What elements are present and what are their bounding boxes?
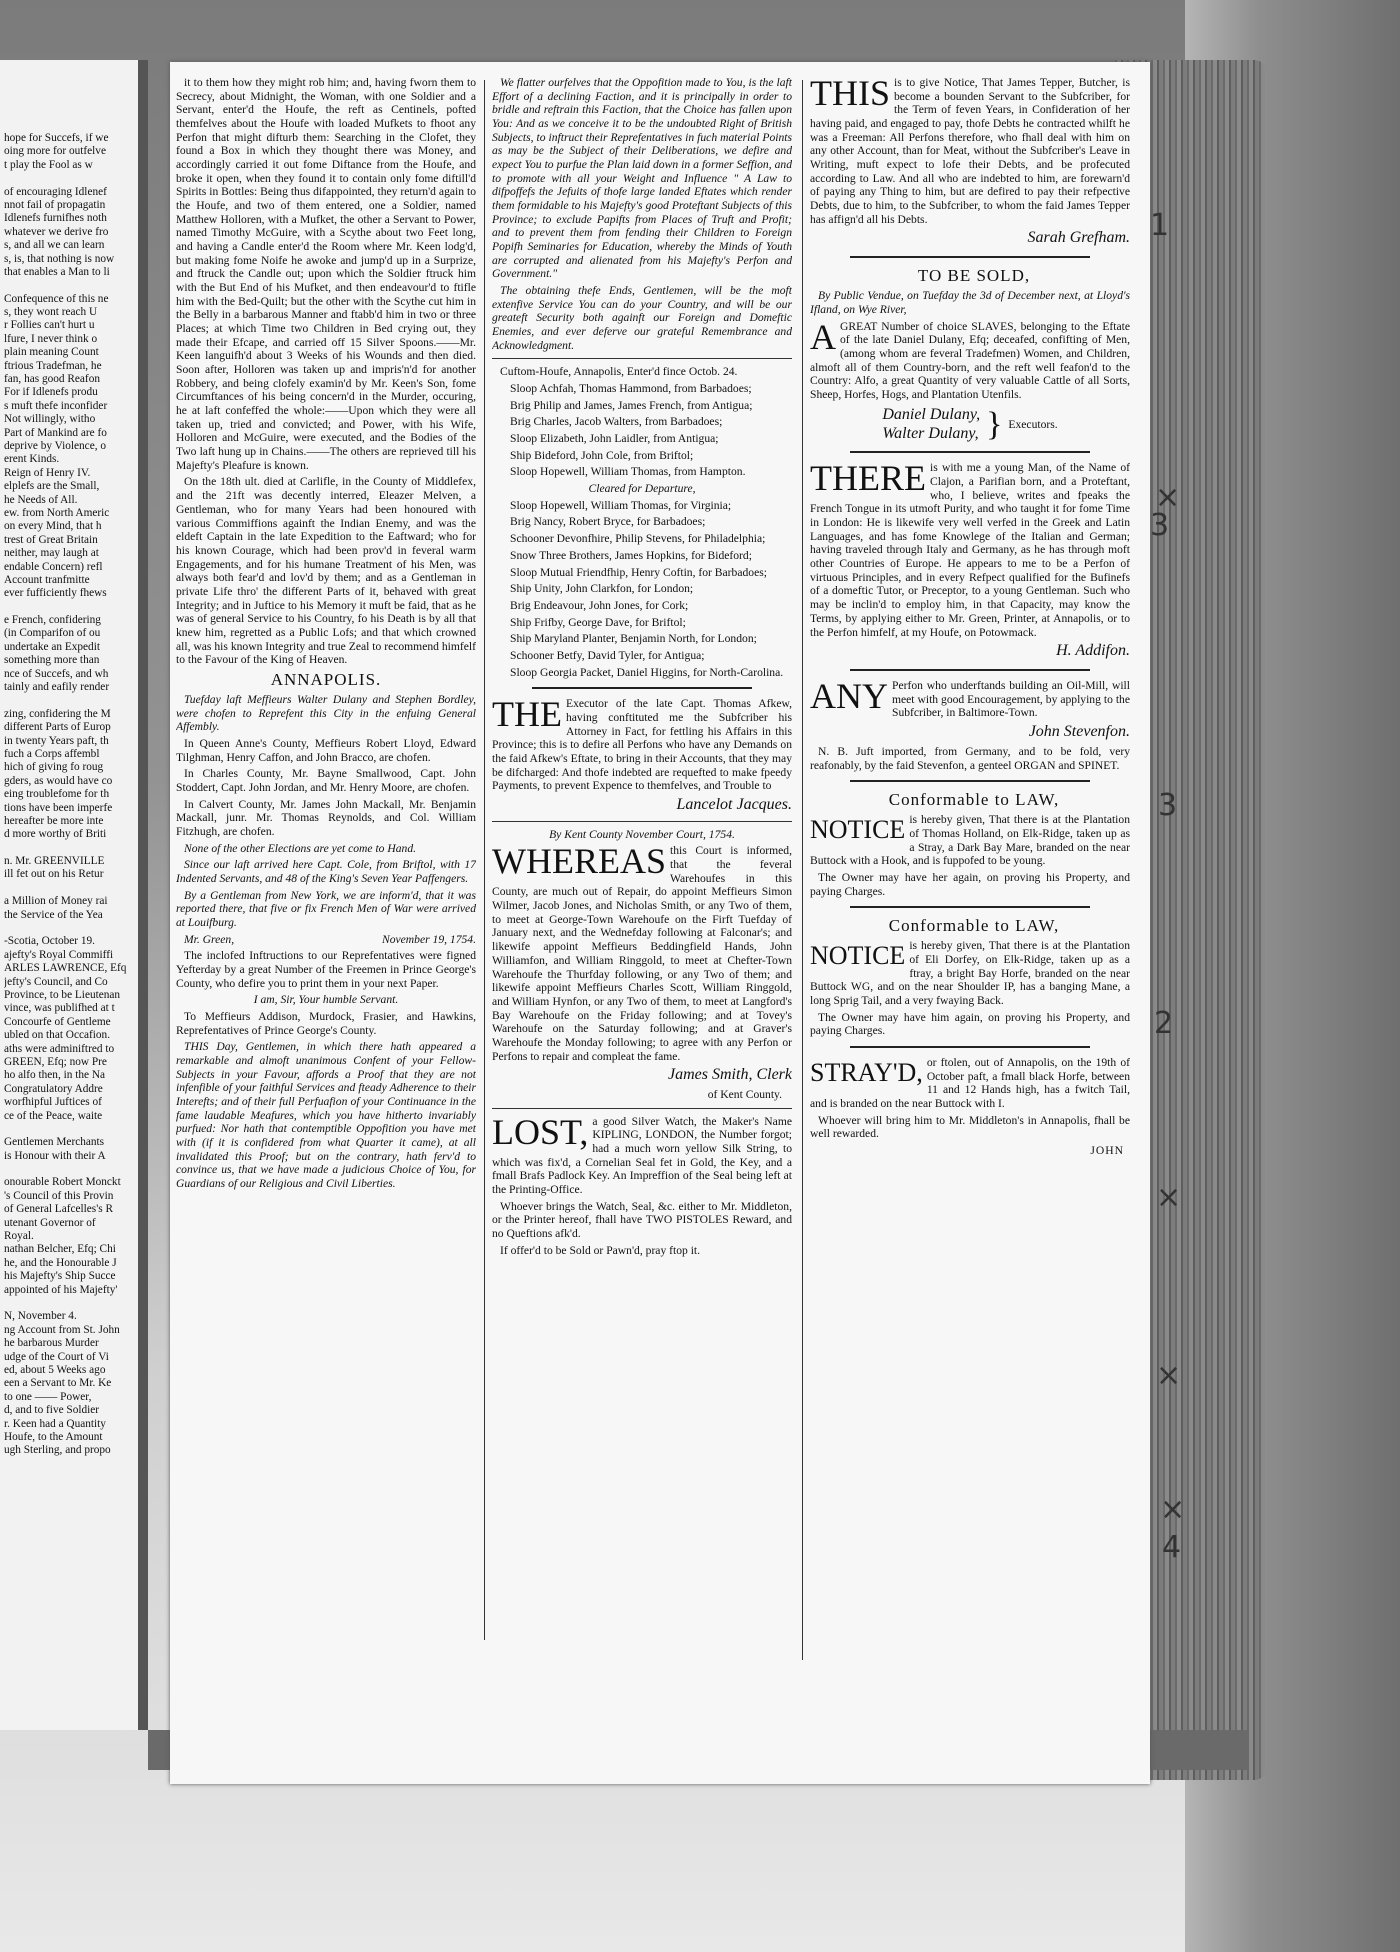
divider: [850, 669, 1090, 671]
left-fragment-line: Royal.: [4, 1230, 34, 1243]
left-fragment-line: Account tranfmitte: [4, 573, 90, 586]
left-fragment-line: jefty's Council, and Co: [4, 975, 108, 988]
margin-mark: ×: [1155, 480, 1181, 515]
margin-mark: ×: [1156, 1358, 1182, 1393]
stevenson-signature: John Stevenfon.: [1028, 723, 1130, 741]
conformable-heading: Conformable to LAW,: [888, 790, 1060, 810]
newspaper-page: [170, 62, 1150, 1784]
left-fragment-line: oing more for outfelve: [4, 145, 106, 158]
lost-reward: Whoever brings the Watch, Seal, &c. either to Mr. Middleton, or the Printer hereof, fhall have TWO PISTOLES Reward, and no Queftions afk'd.: [492, 1199, 792, 1241]
address-body: THIS Day, Gentlemen, in which there hath appeared a remarkable and almoft unanimous Confent of your Fellow-Subjects in your Favour, affords a Proof that they are not infenfible of your faithful Services and fteady Adherence to their Interefts; and of their full Perfuafion of your Continuance in the fame laudable Meafures, which you have hitherto invariably purfued: Nor hath that contemptible Oppofition you have met with (if it is confidered from what Quarter it came), at all invalidated this Proof; but on the contrary, hath ferv'd to convince us, that we have made a judicious Choice of You, for Guardians of our Religious and Civil Liberties.: [176, 1040, 476, 1191]
left-fragment-line: [4, 842, 132, 855]
strayd-drop-cap: STRAY'D,: [810, 1058, 923, 1088]
election-item: Tuefday laft Meffieurs Walter Dulany and Stephen Bordley, were chofen to Reprefent this City in the enfuing General Affembly.: [176, 692, 476, 734]
ship-entry: Sloop Mutual Friendfhip, Henry Coftin, for Barbadoes;: [510, 565, 767, 579]
annapolis-heading: ANNAPOLIS.: [270, 669, 382, 689]
left-fragment-line: eing troublefome for th: [4, 788, 110, 801]
holland-owner-note: The Owner may have her again, on proving his Property, and paying Charges.: [810, 871, 1130, 898]
left-fragment-line: a Million of Money rai: [4, 895, 108, 908]
divider: [850, 451, 1090, 453]
notice-drop-cap: THIS: [810, 76, 890, 113]
left-fragment-line: something more than: [4, 654, 100, 667]
left-fragment-line: that enables a Man to li: [4, 265, 110, 278]
left-fragment-line: fuch a Corps affembl: [4, 747, 100, 760]
letter-salutation: Mr. Green,: [184, 932, 235, 946]
left-fragment-line: [4, 694, 132, 707]
letter-signoff: I am, Sir, Your humble Servant.: [253, 993, 399, 1007]
left-fragment-line: tions have been imperfe: [4, 801, 113, 814]
election-item: Since our laft arrived here Capt. Cole, from Briftol, with 17 Indented Servants, and 48 of the King's Seven Year Paffengers.: [176, 858, 476, 885]
lost-drop-cap: LOST,: [492, 1111, 589, 1152]
left-fragment-line: ajefty's Royal Commiffi: [4, 948, 114, 961]
left-fragment-line: tainly and eafily render: [4, 681, 110, 694]
left-page-fragment: [0, 60, 148, 1730]
left-fragment-line: [4, 882, 132, 895]
column-3: [810, 76, 1130, 1676]
left-fragment-line: the Service of the Yea: [4, 908, 103, 921]
election-item: None of the other Elections are yet come to Hand.: [184, 841, 417, 855]
election-item: In Charles County, Mr. Bayne Smallwood, Capt. John Stoddert, Capt. John Jordan, and Mr. Henry Moore, are chofen.: [176, 767, 476, 794]
left-fragment-line: to one —— Power,: [4, 1390, 92, 1403]
left-fragment-line: he barbarous Murder: [4, 1337, 99, 1350]
left-fragment-line: Gentlemen Merchants: [4, 1136, 105, 1149]
left-fragment-line: lfure, I never think o: [4, 332, 98, 345]
left-fragment-line: ew. from North Americ: [4, 506, 110, 519]
left-fragment-line: worfhipful Juftices of: [4, 1096, 102, 1109]
left-fragment-line: [4, 1123, 132, 1136]
left-fragment-line: Not willingly, witho: [4, 413, 96, 426]
left-fragment-line: ever fufficiently fhews: [4, 587, 107, 600]
left-fragment-line: Confequence of this ne: [4, 292, 109, 305]
whereas-notice: this Court is informed, that the feveral Warehoufes in this County, are much out of Repair, do appoint Meffieurs Simon Wilmer, Jacob Jones, and Nicholas Smith, or any Two of them, to meet at George-Town Warehoufe on the Firft Tuefday of January next, and the Wednefday following at Falconar's; and likewife appoint Meffieurs Beddingfield Hands, John Williamfon, and William Ringgold, to meet at Chefter-Town Warehoufe the Thurfday following, or any Two of them; and likewife appoint Meffieurs Charles Scott, William Ringgold, and William Hynfon, or any Two of them, to meet at Langford's Bay Warehoufe on the Friday following; and at Tovey's Warehoufe on the Saturday following; and at Graver's Warehoufe the Monday following; to agree with any Perfon or Perfons to repair and compleat the fame.: [492, 844, 792, 1063]
oil-mill-notice: Perfon who underftands building an Oil-Mill, will meet with good Encouragement, by applying to the Subfcriber, in Baltimore-Town.: [892, 679, 1130, 720]
ship-entry: Sloop Achfah, Thomas Hammond, from Barbadoes;: [510, 382, 752, 396]
left-fragment-line: s, is, that nothing is now: [4, 252, 115, 265]
left-fragment-line: s, they wont reach U: [4, 306, 98, 319]
left-fragment-line: hereafter be more inte: [4, 814, 104, 827]
left-fragment-line: whatever we derive fro: [4, 225, 109, 238]
left-fragment-line: [4, 922, 132, 935]
entered-ships-list: [492, 382, 792, 479]
cleared-heading: Cleared for Departure,: [588, 482, 696, 496]
election-item: By a Gentleman from New York, we are inform'd, that it was reported there, that five or fix French Men of War were arrived at Louifburg.: [176, 888, 476, 930]
column-rule: [484, 80, 485, 1640]
left-fragment-line: ill fet out on his Retur: [4, 868, 104, 881]
left-fragment-line: plain meaning Count: [4, 346, 99, 359]
left-fragment-line: [4, 1163, 132, 1176]
left-fragment-line: s muft thefe inconfider: [4, 399, 108, 412]
left-fragment-line: neither, may laugh at: [4, 547, 99, 560]
left-fragment-line: nce of Succefs, and wh: [4, 667, 109, 680]
ship-entry: Schooner Devonfhire, Philip Stevens, for Philadelphia;: [510, 532, 766, 546]
margin-mark: ×: [1160, 1492, 1186, 1527]
clerk-county: of Kent County.: [707, 1088, 782, 1102]
margin-mark: ×: [1156, 1180, 1182, 1215]
ship-entry: Ship Bideford, John Cole, from Briftol;: [510, 448, 694, 462]
column-rule: [802, 80, 803, 1660]
left-fragment-line: 's Council of this Provin: [4, 1189, 114, 1202]
margin-mark: 1: [1150, 208, 1170, 243]
sale-drop-cap: A: [810, 316, 836, 357]
left-fragment-line: Part of Mankind are fo: [4, 426, 107, 439]
left-fragment-line: Reign of Henry IV.: [4, 466, 91, 479]
holland-stray-notice: is hereby given, That there is at the Plantation of Thomas Holland, on Elk-Ridge, taken up as a Stray, a Dark Bay Mare, branded on the near Buttock with a Hook, and is fuppofed to be young.: [810, 813, 1130, 868]
left-fragment-line: (in Comparifon of ou: [4, 627, 101, 640]
ship-entry: Sloop Georgia Packet, Daniel Higgins, for North-Carolina.: [510, 665, 784, 679]
executors-block: [810, 406, 1130, 444]
left-fragment-line: deprive by Violence, o: [4, 439, 107, 452]
left-fragment-line: zing, confidering the M: [4, 707, 111, 720]
gresham-signature: Sarah Grefham.: [1027, 229, 1130, 247]
ship-entry: Ship Frifby, George Dave, for Briftol;: [510, 615, 686, 629]
left-fragment-line: aths were adminiftred to: [4, 1042, 115, 1055]
election-item: In Calvert County, Mr. James John Mackall, Mr. Benjamin Mackall, junr. Mr. Thomas Reynolds, and Col. William Fitzhugh, are chofen.: [176, 797, 476, 838]
left-fragment-line: vince, was publifhed at t: [4, 1002, 115, 1015]
left-fragment-line: d more worthy of Briti: [4, 828, 107, 841]
left-fragment-line: of encouraging Idlenef: [4, 185, 107, 198]
stray-horse-notice: or ftolen, out of Annapolis, on the 19th of October paft, a fmall black Horfe, between 11 and 12 Hands high, has a fwitch Tail, and is branded on the near Buttock with I.: [810, 1056, 1130, 1111]
left-fragment-line: [4, 1297, 132, 1310]
conformable-drop-cap: NOTICE: [810, 815, 906, 845]
left-fragment-line: d, and to five Soldier: [4, 1404, 100, 1417]
to-be-sold-heading: TO BE SOLD,: [917, 266, 1031, 286]
divider: [850, 256, 1090, 258]
left-fragment-line: in twenty Years paft, th: [4, 734, 109, 747]
lost-notice: a good Silver Watch, the Maker's Name KIPLING, LONDON, the Number forgot; had a much worn yellow Silk String, to which was fix'd, a Cornelian Seal fet in Gold, the Key, and a fmall Brafs Padlock Key. An Impreffion of the Seal being left at the Printing-Office.: [492, 1114, 792, 1197]
divider: [850, 1046, 1090, 1048]
executor-name: Walter Dulany,: [882, 424, 979, 442]
left-fragment-line: [4, 601, 132, 614]
margin-mark: 3: [1158, 788, 1178, 823]
divider: [492, 821, 792, 822]
instructions-conclusion: The obtaining thefe Ends, Gentlemen, will be the moft extenfive Service You can do your Country, and will be our greateft Security both againft our Foreign and Domeftic Enemies, and ever deferve our grateful Remembrance and Acknowledgment.: [492, 284, 792, 352]
left-fragment-line: r Follies can't hurt u: [4, 319, 95, 332]
left-fragment-line: ng Account from St. John: [4, 1323, 120, 1336]
left-fragment-line: For if Idlenefs produ: [4, 386, 98, 399]
whereas-drop-cap: WHEREAS: [492, 841, 666, 882]
left-fragment-line: ugh Sterling, and propo: [4, 1444, 111, 1457]
left-fragment-line: ed, about 5 Weeks ago: [4, 1363, 106, 1376]
brace: }: [986, 405, 1003, 443]
murder-account: it to them how they might rob him; and, having fworn them to Secrecy, about Midnight, the Woman, with one Soldier and a Servant, enter'd the Houfe, the reft as Centinels, pofted themfelves about the Houfe with loaded Mufkets to fhoot any Perfon that might difturb them: Searching in the Clofet, they found a Box in which they thought there was Money, and accordingly carried it out fome Diftance from the Houfe, and broke it open, when they found it to contain only fome diftill'd Spirits in Bottles: Being thus difappointed, they return'd again to the Houfe, and two of them entered, one a Soldier, named Matthew Holloren, with a Mufket, the other a Servant to Power, named Timothy McGuire, with a Scythe about two Feet long, and having a Candle enter'd the Room where Mr. Keen lodg'd, but making fome Noife he awoke and jump'd up in a Surprize, and ftruck the Candle out; upon which the Soldier ftruck him with the But End of his Mufket, and then endeavour'd to ftifle him with the Bed-Quilt; but the other with the Scythe cut him in the Belly in a barbarous Manner and ftabb'd him in two or three Places; at which Time two Children in Bed crying out, they made their Efcape, and carried off 15 Silver Spoons.——Mr. Keen languifh'd about 3 Weeks of his Wounds and then died. Soon after, Holloren was taken up and impris'n'd for another Robbery, and being clofely examin'd by Mr. Keen's Son, fome Circumftances of his being concern'd in the Murder, occuring, he at laft confeffed the whole:——Upon which they were all taken up, tried and convicted; and Power, with his Wife, Holloren and McGuire, were executed, and the Bodies of the Two laft hung up in Chains.——The others are reprieved till his Majefty's Pleafure is known.: [176, 76, 476, 472]
tutor-notice: is with me a young Man, of the Name of Clajon, a Parifian born, and a Proteftant, who, I believe, writes and fpeaks the French Tongue in its utmoft Purity, and who taught it for fome Time in London: He is likewife very well verfed in the Greek and Latin Languages, and has fome Knowlege of the Italian and German; having traveled through Italy and Germany, as he has through moft other Countries of Europe. He appears to me to be a Perfon of virtuous Principles, and in every Refpect qualified for the Bufinefs of a domeftic Tutor, or Preceptor, to a young Gentleman. Such who may be inclin'd to employ him, in that Capacity, may know the Terms, by applying either to Mr. Green, Printer, at Annapolis, or to the Perfon himfelf, at my Houfe, on Potowmack.: [810, 461, 1130, 639]
left-fragment-line: hich of giving fo roug: [4, 761, 104, 774]
any-drop-cap: ANY: [810, 676, 888, 717]
left-fragment-line: ho alfo then, in the Na: [4, 1069, 106, 1082]
instructions-text: We flatter ourfelves that the Oppofition made to You, is the laft Effort of a declining Faction, and it is principally in order to bridle and reftrain this Faction, that the Choice has fallen upon You: And as we conceive it to be the undoubted Right of British Subjects, to inftruct their Reprefentatives in fuch material Points as may be the Subject of their Deliberations, we defire and expect You to purfue the Plan laid down in a former Seffion, and to promote with all your Weight and Influence " A Law to difpoffefs the Jefuits of thofe large landed Eftates which render them formidable to his Majefty's good Proteftant Subjects of this Province; to exclude Papifts from Places of Truft and Profit; and to prevent them from fending their Children to Foreign Popifh Seminaries for Education, whereby the Minds of Youth are corrupted and alienated from his Majefty's Perfon and Government.": [492, 76, 792, 281]
left-fragment-line: nnot fail of propagatin: [4, 198, 106, 211]
left-fragment-line: [4, 172, 132, 185]
left-fragment-line: his Majefty's Ship Succe: [4, 1270, 116, 1283]
left-fragment-line: nathan Belcher, Efq; Chi: [4, 1243, 116, 1256]
sale-details: By Public Vendue, on Tuefday the 3d of December next, at Lloyd's Ifland, on Wye River,: [810, 289, 1130, 316]
left-fragment-line: hope for Succefs, if we: [4, 132, 109, 144]
left-fragment-line: gders, as would have co: [4, 774, 113, 787]
left-fragment-line: GREEN, Efq; now Pre: [4, 1055, 107, 1068]
letter-date: November 19, 1754.: [381, 932, 476, 946]
left-fragment-line: ARLES LAWRENCE, Efq: [4, 962, 127, 975]
executor-name: Daniel Dulany,: [882, 405, 981, 423]
left-page-text: [4, 132, 132, 1458]
court-heading: By Kent County November Court, 1754.: [549, 827, 735, 841]
ship-entry: Sloop Hopewell, William Thomas, for Virginia;: [510, 498, 732, 512]
ship-entry: Ship Maryland Planter, Benjamin North, for London;: [510, 632, 757, 646]
margin-mark: 4: [1162, 1530, 1182, 1565]
margin-mark: 3: [1150, 508, 1170, 543]
ship-entry: Brig Nancy, Robert Bryce, for Barbadoes;: [510, 515, 706, 529]
lost-pawn: If offer'd to be Sold or Pawn'd, pray ftop it.: [500, 1243, 701, 1257]
left-fragment-line: Province, to be Lieutenan: [4, 989, 121, 1001]
left-fragment-line: onourable Robert Monckt: [4, 1176, 121, 1189]
ship-entry: Snow Three Brothers, James Hopkins, for Bideford;: [510, 548, 752, 562]
left-fragment-line: trest of Great Britain: [4, 533, 98, 546]
column-2: [492, 76, 792, 1656]
left-fragment-line: appointed of his Majefty': [4, 1283, 118, 1296]
left-fragment-line: Houfe, to the Amount: [4, 1430, 103, 1443]
left-fragment-line: utenant Governor of: [4, 1216, 96, 1229]
ship-entry: Schooner Betfy, David Tyler, for Antigua;: [510, 648, 705, 662]
left-fragment-line: undertake an Expedit: [4, 640, 100, 653]
divider: [850, 906, 1090, 908]
organ-notice: N. B. Juft imported, from Germany, and to be fold, very reafonably, by the faid Stevenfon, a genteel ORGAN and SPINET.: [810, 744, 1130, 772]
left-fragment-line: Concourfe of Gentleme: [4, 1015, 111, 1028]
column-1: [176, 76, 476, 1636]
sale-notice: GREAT Number of choice SLAVES, belonging to the Eftate of the late Daniel Dulany, Efq; deceafed, confifting of Men, (among whom are feveral Tradefmen) Women, and Children, almoft all of them Country-born, and the reft well feafon'd to the Country: Alfo, a great Quantity of very valuable Cattle of all Sorts, Sheep, Horfes, Hogs, and Plantation Utenfils.: [810, 319, 1130, 402]
address-line: To Meffieurs Addison, Murdock, Frasier, and Hawkins, Reprefentatives of Prince George's County.: [176, 1010, 476, 1037]
left-fragment-line: n. Mr. GREENVILLE: [4, 855, 105, 868]
left-fragment-line: t play the Fool as w: [4, 158, 93, 171]
left-fragment-line: udge of the Court of Vi: [4, 1350, 109, 1363]
divider: [492, 358, 792, 359]
election-item: In Queen Anne's County, Meffieurs Robert Lloyd, Edward Tilghman, Henry Caffon, and John Bracco, are chofen.: [176, 736, 476, 764]
left-fragment-line: ubled on that Occafion.: [4, 1029, 111, 1042]
left-fragment-line: fan, has good Reafon: [4, 373, 100, 386]
tepper-notice: is to give Notice, That James Tepper, Butcher, is become a bounden Servant to the Subfcriber, for the Term of feven Years, in Confideration of her having paid, and engaged to pay, thofe Debts he contracted whilft he was a Freeman: All Perfons therefore, who fhall deal with him on any other Account, than for Meat, without the Subfcriber's Leave in Writing, muft expect to lofe their Debts, and be profecuted according to Law. And all who are indebted to him, are forewarn'd of paying any Thing to him, but are defired to pay their refpective Debts, due to him, to the Subfcriber, to whom the faid James Tepper has affign'd all his Debts.: [810, 76, 1130, 226]
letter-heading: [176, 933, 476, 947]
left-fragment-line: elplefs are the Small,: [4, 480, 100, 493]
ship-entry: Brig Charles, Jacob Walters, from Barbadoes;: [510, 415, 723, 429]
dorsey-stray-notice: is hereby given, That there is at the Plantation of Eli Dorfey, on Elk-Ridge, taken up as a ftray, a bright Bay Horfe, branded on the near Buttock WG, and on the near Shoulder IP, has a banging Mane, a long Sprig Tail, and a very fwaying Back.: [810, 939, 1130, 1008]
dorsey-owner-note: The Owner may have him again, on proving his Property, and paying Charges.: [810, 1010, 1130, 1038]
left-fragment-line: Idlenefs furnifhes noth: [4, 212, 107, 225]
left-fragment-line: erent Kinds.: [4, 453, 60, 466]
left-fragment-line: of General Lafcelles's R: [4, 1203, 113, 1216]
ship-entry: Brig Endeavour, John Jones, for Cork;: [510, 598, 689, 612]
left-fragment-line: he Needs of All.: [4, 493, 78, 506]
left-fragment-line: is Honour with their A: [4, 1149, 106, 1162]
letter-body: The inclofed Inftructions to our Reprefentatives were figned Yefterday by a great Number of the Freemen in Prince George's County, who defire you to print them in your next Paper.: [176, 949, 476, 990]
left-fragment-line: s, and all we can learn: [4, 239, 105, 252]
left-fragment-line: he, and the Honourable J: [4, 1256, 117, 1269]
cleared-ships-list: [492, 499, 792, 679]
executors-label: Executors.: [1008, 417, 1058, 431]
conformable-heading: Conformable to LAW,: [888, 916, 1060, 936]
addison-signature: H. Addifon.: [1056, 642, 1130, 660]
margin-mark: 2: [1154, 1006, 1174, 1041]
left-fragment-line: r. Keen had a Quantity: [4, 1417, 106, 1430]
divider: [532, 687, 752, 689]
left-fragment-line: -Scotia, October 19.: [4, 935, 95, 948]
left-fragment-line: [4, 279, 132, 292]
clerk-signature: James Smith, Clerk: [668, 1066, 792, 1084]
there-drop-cap: THERE: [810, 458, 926, 499]
conformable-drop-cap: NOTICE: [810, 941, 906, 971]
catchword: JOHN: [1090, 1144, 1124, 1158]
divider: [492, 1108, 792, 1109]
executor-notice: Executor of the late Capt. Thomas Afkew, having conftituted me the Subfcriber his Attorney in Fact, for fettling his Affairs in this Province; this is to defire all Perfons who have any Demands on the faid Afkew's Eftate, to bring in their Accounts, that they may be difcharged: And thofe indebted are requefted to make fpeedy Payments, to prevent Expence to themfelves, and Trouble to: [492, 697, 792, 793]
ship-entry: Sloop Hopewell, William Thomas, from Hampton.: [510, 465, 746, 479]
left-fragment-line: on every Mind, that h: [4, 520, 102, 533]
ship-entry: Ship Unity, John Clarkfon, for London;: [510, 582, 694, 596]
divider: [850, 780, 1090, 782]
ship-entry: Brig Philip and James, James French, from Antigua;: [510, 398, 753, 412]
executor-drop-cap: THE: [492, 694, 562, 735]
left-fragment-line: Congratulatory Addre: [4, 1082, 103, 1095]
left-fragment-line: N, November 4.: [4, 1310, 77, 1323]
left-fragment-line: endable Concern) refl: [4, 560, 103, 573]
custom-house-heading: Cuftom-Houfe, Annapolis, Enter'd fince Octob. 24.: [500, 365, 738, 379]
left-fragment-line: ce of the Peace, waite: [4, 1109, 103, 1122]
left-fragment-line: ftrious Tradefman, he: [4, 359, 102, 372]
left-fragment-line: different Parts of Europ: [4, 721, 111, 734]
obituary: On the 18th ult. died at Carlifle, in the County of Middlefex, and the 21ft was decently interred, Eleazer Melven, a Gentleman, who for many Years had been honoured with various Commiffions againft the Indian Enemy, and was the eldeft Captain in the late Expedition to the Eaftward; who for his known Courage, which had been prov'd in feveral warm Engagements, and for his humane Treatment of his Men, was always both fear'd and lov'd by them; and as a Gentleman in private Life thro' the different Parts of it, behaved with great Integrity; and in Juftice to his Memory it muft be faid, that as he was of general Service to his Country, fo his Death is by all that knew him, regretted as a Public Lofs; and that which crowned all, was his known Integrity and true Zeal to recommend himfelf to the Favour of the King of Heaven.: [176, 475, 476, 667]
executor-signature: Lancelot Jacques.: [676, 795, 792, 813]
left-fragment-line: een a Servant to Mr. Ke: [4, 1377, 112, 1390]
stray-reward: Whoever will bring him to Mr. Middleton's in Annapolis, fhall be well rewarded.: [810, 1113, 1130, 1141]
left-fragment-line: e French, confidering: [4, 614, 101, 627]
ship-entry: Sloop Elizabeth, John Laidler, from Antigua;: [510, 432, 719, 446]
